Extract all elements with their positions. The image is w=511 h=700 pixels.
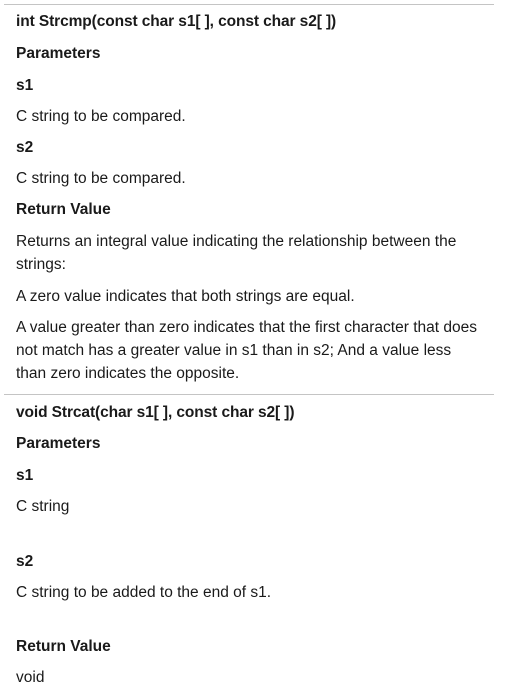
strcmp-return-line: Returns an integral value indicating the relationship between the: [16, 233, 457, 250]
strcat-return-heading: Return Value: [16, 638, 111, 655]
strcmp-param-s1-name: s1: [16, 77, 34, 94]
section-divider: [4, 4, 494, 5]
strcat-param-s1-name: s1: [16, 467, 34, 484]
strcat-parameters-heading: Parameters: [16, 435, 101, 452]
strcmp-param-s2-name: s2: [16, 139, 34, 156]
strcmp-param-s2-desc: C string to be compared.: [16, 170, 186, 187]
strcat-return-desc: void: [16, 669, 45, 686]
strcat-signature: void Strcat(char s1[ ], const char s2[ ]): [16, 404, 295, 421]
strcmp-return-line: strings:: [16, 256, 66, 273]
strcmp-return-desc: [16, 230, 496, 276]
strcat-param-s2-name: s2: [16, 553, 34, 570]
strcmp-param-s1-desc: C string to be compared.: [16, 108, 186, 125]
section-divider: [4, 394, 494, 395]
strcmp-return-heading: Return Value: [16, 201, 111, 218]
strcat-param-s1-desc: C string: [16, 498, 70, 515]
strcmp-parameters-heading: Parameters: [16, 45, 101, 62]
strcmp-zero-desc: A zero value indicates that both strings are equal.: [16, 288, 355, 305]
strcmp-greater-line: A value greater than zero indicates that the first character that does: [16, 319, 477, 336]
strcmp-greater-line: not match has a greater value in s1 than in s2; And a value less: [16, 342, 452, 359]
strcat-param-s2-desc: C string to be added to the end of s1.: [16, 584, 272, 601]
strcmp-signature: int Strcmp(const char s1[ ], const char s2[ ]): [16, 13, 337, 30]
strcmp-greater-line: than zero indicates the opposite.: [16, 365, 240, 382]
strcmp-greater-desc: [16, 316, 496, 385]
